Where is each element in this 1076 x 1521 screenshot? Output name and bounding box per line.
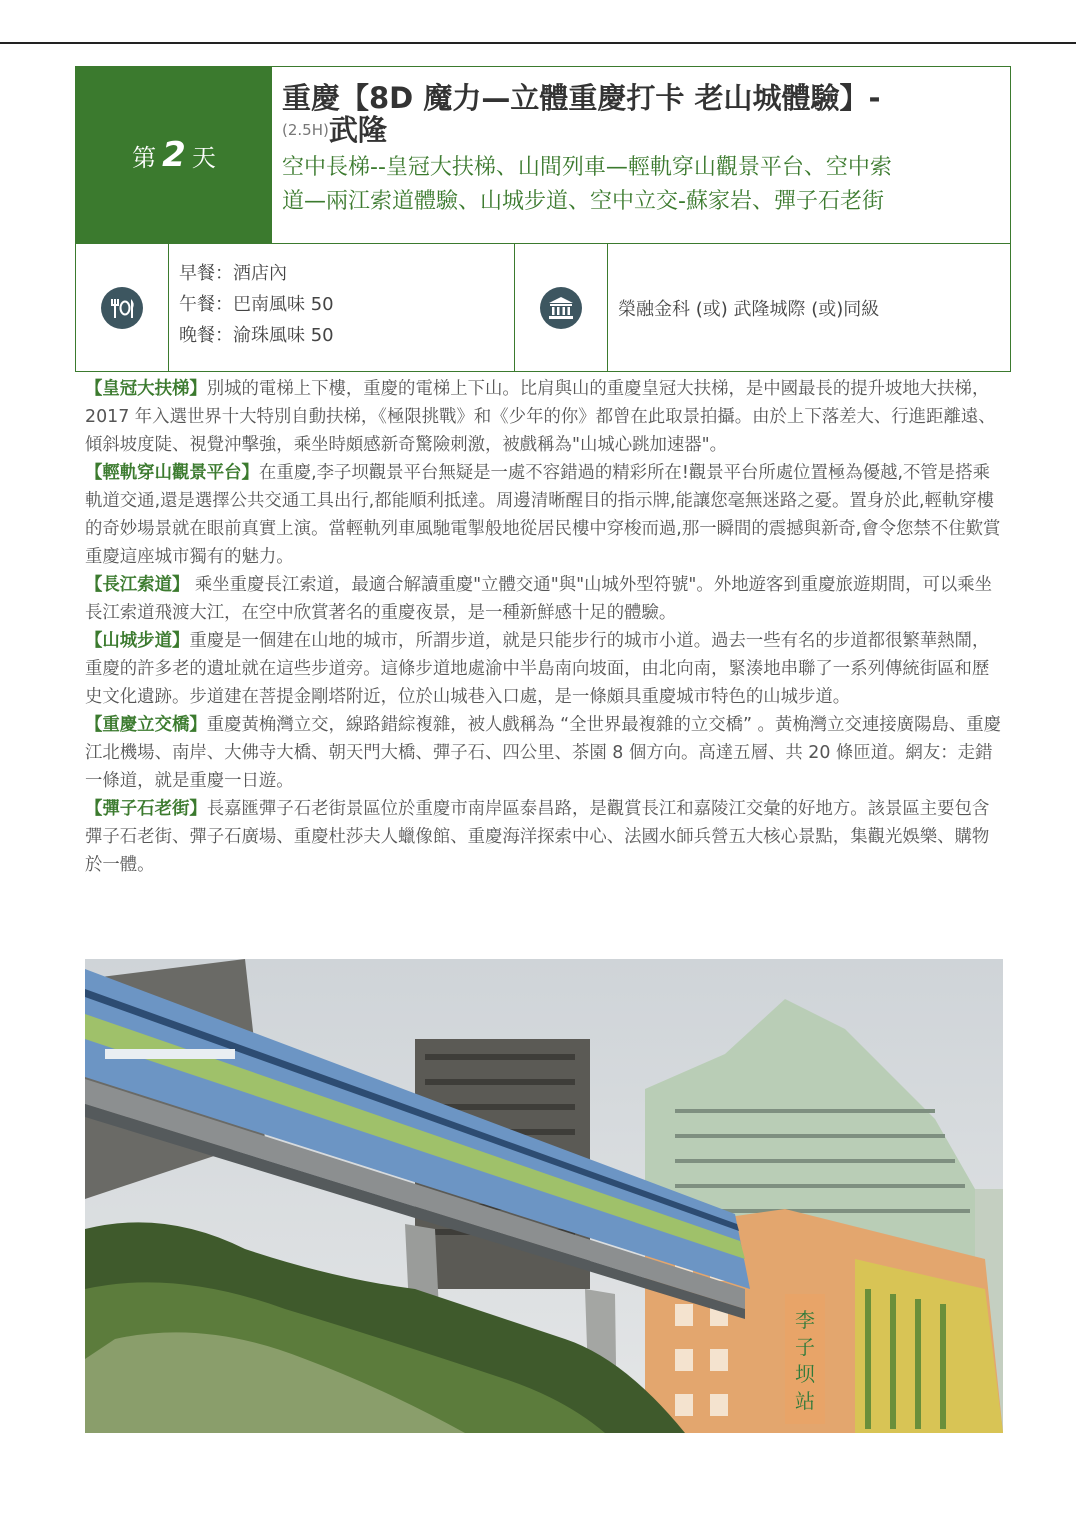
day-badge: [76, 67, 272, 243]
hotel-text: 榮融金科 (或) 武隆城際 (或)同級: [618, 298, 880, 320]
hotel-icon-cell: [515, 244, 608, 371]
section-cableway: [85, 571, 1005, 627]
section-text: 在重慶,李子坝觀景平台無疑是一處不容錯過的精彩所在!觀景平台所處位置極為優越,不管是搭乘軌道交通,還是選擇公共交通工具出行,都能順利抵達。周邊清晰醒目的指示牌,能讓您毫無迷路之憂。置身於此,輕軌穿樓的奇妙場景就在眼前真實上演。當輕軌列車風馳電掣般地從居民樓中穿梭而過,那一瞬間的震撼與新奇,會令您禁不住歎賞重慶這座城市獨有的魅力。: [85, 463, 1001, 567]
section-old-street: [85, 795, 1005, 879]
section-heading: 【重慶立交橋】: [85, 715, 207, 735]
meal-hotel-info: [75, 243, 1011, 372]
destination-label: 武隆: [328, 113, 387, 147]
station-sign-2: 子: [795, 1335, 815, 1359]
section-text: 重慶黃桷灣立交，線路錯綜複雜，被人戲稱為 “全世界最複雜的立交橋” 。黃桷灣立交連接廣陽島、重慶江北機場、南岸、大佛寺大橋、朝天門大橋、彈子石、四公里、茶園 8 個方向。高達五層、共 20 條匝道。網友：走錯一條道，就是重慶一日遊。: [85, 715, 1002, 791]
station-sign-4: 站: [795, 1389, 815, 1413]
station-sign-1: 李: [795, 1308, 815, 1332]
day-prefix: 第: [132, 143, 157, 172]
section-heading: 【輕軌穿山觀景平台】: [85, 463, 259, 483]
section-mountain-trail: [85, 627, 1005, 711]
meal-list: [169, 244, 515, 371]
route-line-1: 空中長梯--皇冠大扶梯、山間列車—輕軌穿山觀景平台、空中索: [282, 155, 892, 180]
page-title: 重慶【8D 魔力—立體重慶打卡 老山城體驗】-: [282, 81, 881, 115]
itinerary-description: [85, 375, 1005, 879]
duration-label: (2.5H): [282, 121, 329, 139]
section-monorail-platform: [85, 459, 1005, 571]
section-heading: 【山城步道】: [85, 631, 190, 651]
day-number: 2: [162, 135, 186, 175]
section-heading: 【長江索道】: [85, 575, 190, 595]
utensils-icon: [101, 287, 143, 329]
lunch-text: 午餐：巴南風味 50: [179, 294, 334, 315]
section-text: 重慶是一個建在山地的城市，所謂步道，就是只能步行的城市小道。過去一些有名的步道都很繁華熱鬧，重慶的許多老的遺址就在這些步道旁。這條步道地處渝中半島南向坡面，由北向南，緊湊地串聯了一系列傳統街區和歷史文化遺跡。步道建在菩提金剛塔附近，位於山城巷入口處，是一條頗具重慶城市特色的山城步道。: [85, 631, 990, 707]
route-summary: [282, 151, 1000, 219]
bank-building-icon: [540, 287, 582, 329]
top-rule: [0, 42, 1076, 44]
title-subline: [282, 115, 1000, 145]
section-text: 乘坐重慶長江索道，最適合解讀重慶"立體交通"與"山城外型符號"。外地遊客到重慶旅遊期間，可以乘坐長江索道飛渡大江，在空中欣賞著名的重慶夜景，是一種新鮮感十足的體驗。: [85, 575, 993, 623]
day-header: [75, 66, 1011, 244]
section-escalator: [85, 375, 1005, 459]
section-interchange: [85, 711, 1005, 795]
section-heading: 【皇冠大扶梯】: [85, 379, 207, 399]
meal-icon-cell: [76, 244, 169, 371]
monorail-photo: [85, 959, 1003, 1433]
section-text: 長嘉匯彈子石老街景區位於重慶市南岸區泰昌路，是觀賞長江和嘉陵江交彙的好地方。該景區主要包含彈子石老街、彈子石廣場、重慶杜莎夫人蠟像館、重慶海洋探索中心、法國水師兵營五大核心景點，集觀光娛樂、購物於一體。: [85, 799, 990, 875]
title-block: [272, 67, 1010, 243]
section-text: 別城的電梯上下樓，重慶的電梯上下山。比肩與山的重慶皇冠大扶梯，是中國最長的提升坡地大扶梯，2017 年入選世界十大特別自動扶梯，《極限挑戰》和《少年的你》都曾在此取景拍攝。由於上下落差大、行進距離遠、傾斜坡度陡、視覺沖擊強，乘坐時頗感新奇驚險刺激，被戲稱為"山城心跳加速器"。: [85, 379, 996, 455]
section-heading: 【彈子石老街】: [85, 799, 207, 819]
dinner-text: 晚餐：渝珠風味 50: [179, 325, 334, 346]
station-sign-3: 坝: [795, 1362, 815, 1386]
breakfast-text: 早餐：酒店內: [179, 263, 287, 284]
day-suffix: 天: [191, 143, 216, 172]
route-line-2: 道—兩江索道體驗、山城步道、空中立交-蘇家岩、彈子石老街: [282, 189, 884, 214]
